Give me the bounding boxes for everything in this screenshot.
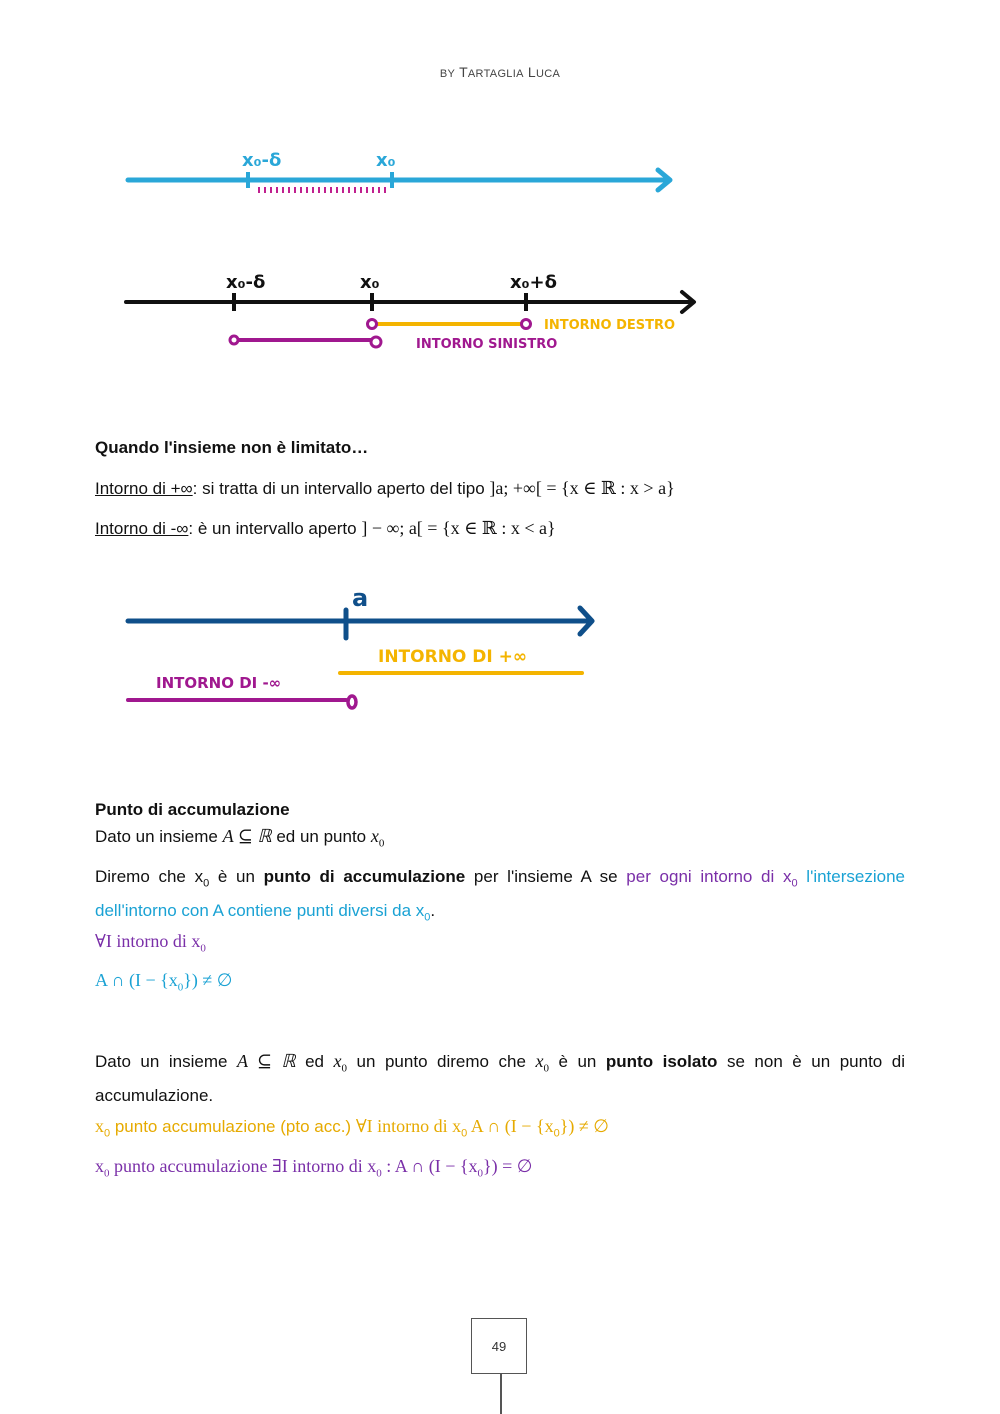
isolated-point-2: x (535, 1051, 544, 1071)
isolated-subscript-1: 0 (341, 1062, 348, 1075)
purple-text: punto accumulazione (109, 1156, 272, 1176)
isolated-text-2: ed (295, 1052, 334, 1071)
gold-summary-line (95, 1116, 609, 1139)
def-cyan-text: l'intersezione dell'intorno con A contiene punti diversi da x (95, 867, 905, 921)
left-neighborhood-start (230, 336, 238, 344)
def-text-3: per l'insieme A se (465, 867, 627, 886)
header-author-first-initial: T (459, 64, 468, 80)
plus-infinity-definition (95, 478, 675, 499)
page-number-connector (500, 1374, 502, 1414)
given-point-subscript: 0 (378, 837, 385, 850)
def-subscript-2: 0 (791, 877, 798, 890)
figure-left-neighborhood (110, 140, 710, 210)
label-left-neighborhood: INTORNO SINISTRO (416, 337, 558, 352)
isolated-bold-term: punto isolato (605, 1052, 718, 1071)
label-a: a (352, 584, 369, 612)
label-minus-infinity: INTORNO DI -∞ (156, 674, 282, 692)
def-end: . (430, 901, 436, 921)
purple-exists: ∃I intorno di x (271, 1156, 377, 1176)
page-number: 49 (471, 1318, 527, 1374)
gold-intersection-a: A ∩ (I − {x (467, 1116, 554, 1136)
isolated-text-4: è un (548, 1052, 606, 1071)
isolated-text-3: un punto diremo che (347, 1052, 536, 1071)
gold-subscript-2: 0 (461, 1127, 468, 1140)
figure-infinity-neighborhoods (110, 580, 630, 720)
purple-intersection-b: }) = ∅ (483, 1156, 533, 1176)
label-x0-plus-delta: x₀+δ (510, 272, 557, 293)
label-x0-minus-delta: x₀-δ (242, 150, 282, 171)
def-purple-text: per ogni intorno di x (626, 867, 792, 886)
plus-infinity-formula: ]a; +∞[ = {x ∈ ℝ : x > a} (489, 478, 675, 498)
def-text-1: Diremo che x (95, 867, 204, 886)
def-subscript-3: 0 (424, 911, 431, 924)
isolated-text-1: Dato un insieme (95, 1052, 237, 1071)
neighborhoods-drawing (110, 262, 730, 362)
isolated-point-definition (95, 1048, 905, 1109)
section-title-unbounded: Quando l'insieme non è limitato… (95, 438, 369, 457)
accumulation-definition (95, 863, 905, 932)
formula-intersection (95, 970, 233, 994)
infinity-drawing (110, 580, 630, 720)
label-plus-infinity: INTORNO DI +∞ (378, 647, 528, 667)
minus-infinity-term: Intorno di -∞ (95, 519, 189, 538)
isolated-subscript-2: 0 (543, 1062, 549, 1075)
given-set: A ⊆ ℝ (222, 826, 272, 846)
purple-subscript-1: 0 (104, 1167, 110, 1180)
label-right-neighborhood: INTORNO DESTRO (544, 318, 676, 333)
running-header (0, 64, 1000, 80)
gold-subscript-3: 0 (553, 1127, 560, 1140)
formula-intersection-subscript: 0 (177, 981, 184, 994)
figure-neighborhoods (110, 262, 730, 362)
given-set-line (95, 826, 384, 849)
section-title-accumulation: Punto di accumulazione (95, 800, 290, 819)
gold-intersection-b: }) ≠ ∅ (559, 1116, 609, 1136)
formula-intersection-b: }) ≠ ∅ (183, 970, 233, 990)
label-x0: x₀ (360, 272, 380, 293)
minus-infinity-definition (95, 518, 556, 539)
minus-infinity-text: : è un intervallo aperto (188, 519, 362, 538)
left-neighborhood-open-end (371, 337, 381, 347)
plus-infinity-term: Intorno di +∞ (95, 479, 193, 498)
purple-summary-line (95, 1156, 532, 1180)
given-text-1: Dato un insieme (95, 827, 223, 846)
gold-x: x (95, 1116, 104, 1136)
header-author-last-initial: L (527, 64, 537, 80)
gold-for-all: ∀I intorno di x (355, 1116, 462, 1136)
label-x0-minus-delta: x₀-δ (226, 272, 266, 293)
right-neighborhood-end (522, 320, 531, 329)
gold-text: punto accumulazione (pto acc.) (110, 1117, 356, 1136)
left-neighborhood-drawing (110, 140, 710, 210)
given-text-2: ed un punto (271, 827, 371, 846)
right-neighborhood-open-start (368, 320, 377, 329)
header-by: BY (439, 68, 456, 80)
isolated-set: A ⊆ ℝ (236, 1051, 296, 1071)
purple-subscript-3: 0 (477, 1167, 484, 1180)
def-subscript-1: 0 (203, 877, 210, 890)
formula-for-all-text: ∀I intorno di x (95, 931, 201, 951)
gold-subscript-1: 0 (104, 1127, 111, 1140)
purple-intersection-a: : A ∩ (I − {x (381, 1156, 478, 1176)
minus-infinity-formula: ] − ∞; a[ = {x ∈ ℝ : x < a} (361, 518, 556, 538)
isolated-text-5: se non è un punto di accumulazione. (95, 1052, 905, 1106)
formula-for-all (95, 931, 206, 955)
header-author-last-rest: UCA (536, 68, 561, 80)
plus-infinity-text: : si tratta di un intervallo aperto del tipo (192, 479, 490, 498)
purple-x: x (95, 1156, 104, 1176)
minus-infinity-open-end (348, 696, 356, 708)
purple-subscript-2: 0 (376, 1167, 382, 1180)
formula-for-all-subscript: 0 (200, 942, 206, 955)
isolated-point-1: x (333, 1051, 342, 1071)
def-text-2: è un (209, 867, 264, 886)
formula-intersection-a: A ∩ (I − {x (95, 970, 178, 990)
def-bold-term: punto di accumulazione (263, 867, 466, 886)
header-author-first-rest: ARTAGLIA (467, 68, 524, 80)
label-x0: x₀ (376, 150, 396, 171)
given-point: x (370, 826, 379, 846)
